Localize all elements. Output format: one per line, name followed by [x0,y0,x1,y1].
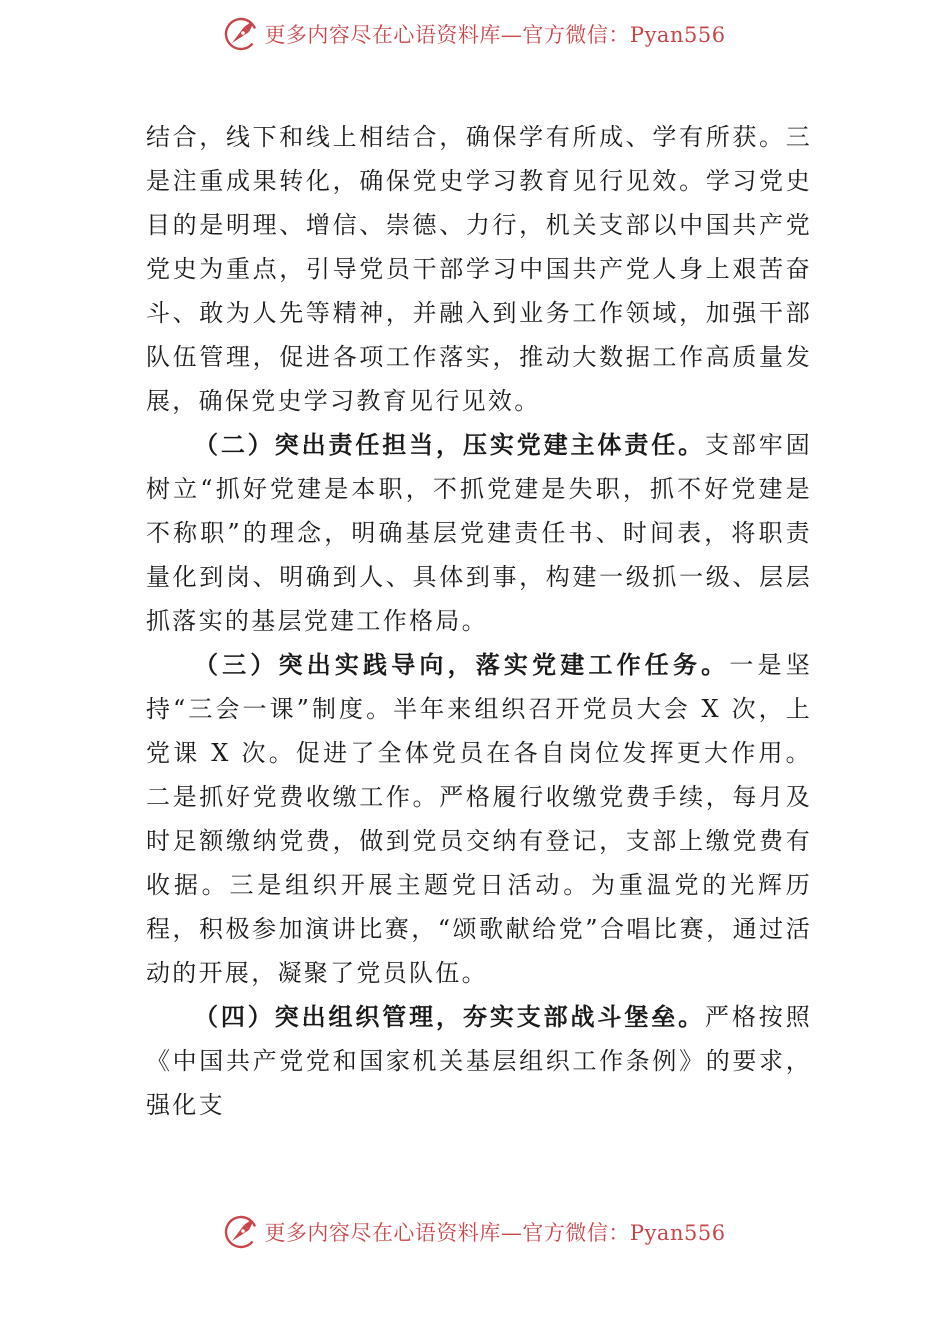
paragraph-2 [146,423,812,643]
paragraph-1-text: 结合，线下和线上相结合，确保学有所成、学有所获。三是注重成果转化，确保党史学习教育见行见效。学习党史目的是明理、增信、崇德、力行，机关支部以中国共产党党史为重点，引导党员干部学习中国共产党人身上艰苦奋斗、敢为人先等精神，并融入到业务工作领域，加强干部队伍管理，促进各项工作落实，推动大数据工作高质量发展，确保党史学习教育见行见效。 [146,123,812,415]
pen-nib-logo-icon [224,17,258,51]
paragraph-4 [146,995,812,1127]
section-heading-4: （四）突出组织管理，夯实支部战斗堡垒。 [194,1002,706,1031]
watermark-text: 更多内容尽在心语资料库—官方微信：Pyan556 [264,23,726,47]
section-heading-2: （二）突出责任担当，压实党建主体责任。 [194,430,706,459]
paragraph-3-text: 一是坚持“三会一课”制度。半年来组织召开党员大会 X 次，上党课 X 次。促进了全体党员在各自岗位发挥更大作用。二是抓好党费收缴工作。严格履行收缴党费手续，每月及时足额缴纳党费，做到党员交纳有登记，支部上缴党费有收据。三是组织开展主题党日活动。为重温党的光辉历程，积极参加演讲比赛，“颂歌献给党”合唱比赛，通过活动的开展，凝聚了党员队伍。 [146,651,812,987]
watermark-text: 更多内容尽在心语资料库—官方微信：Pyan556 [264,1221,726,1245]
document-body [146,115,812,1127]
watermark-footer [0,1212,950,1252]
pen-nib-logo-icon [224,1215,258,1249]
paragraph-2-text: 支部牢固树立“抓好党建是本职，不抓党建是失职，抓不好党建是不称职”的理念，明确基层党建责任书、时间表，将职责量化到岗、明确到人、具体到事，构建一级抓一级、层层抓落实的基层党建工作格局。 [146,431,813,635]
watermark-header [0,14,950,54]
paragraph-3 [146,643,812,995]
paragraph-1 [146,115,812,423]
section-heading-3: （三）突出实践导向，落实党建工作任务。 [194,650,730,679]
paragraph-4-text: 严格按照《中国共产党党和国家机关基层组织工作条例》的要求，强化支 [146,1003,813,1119]
